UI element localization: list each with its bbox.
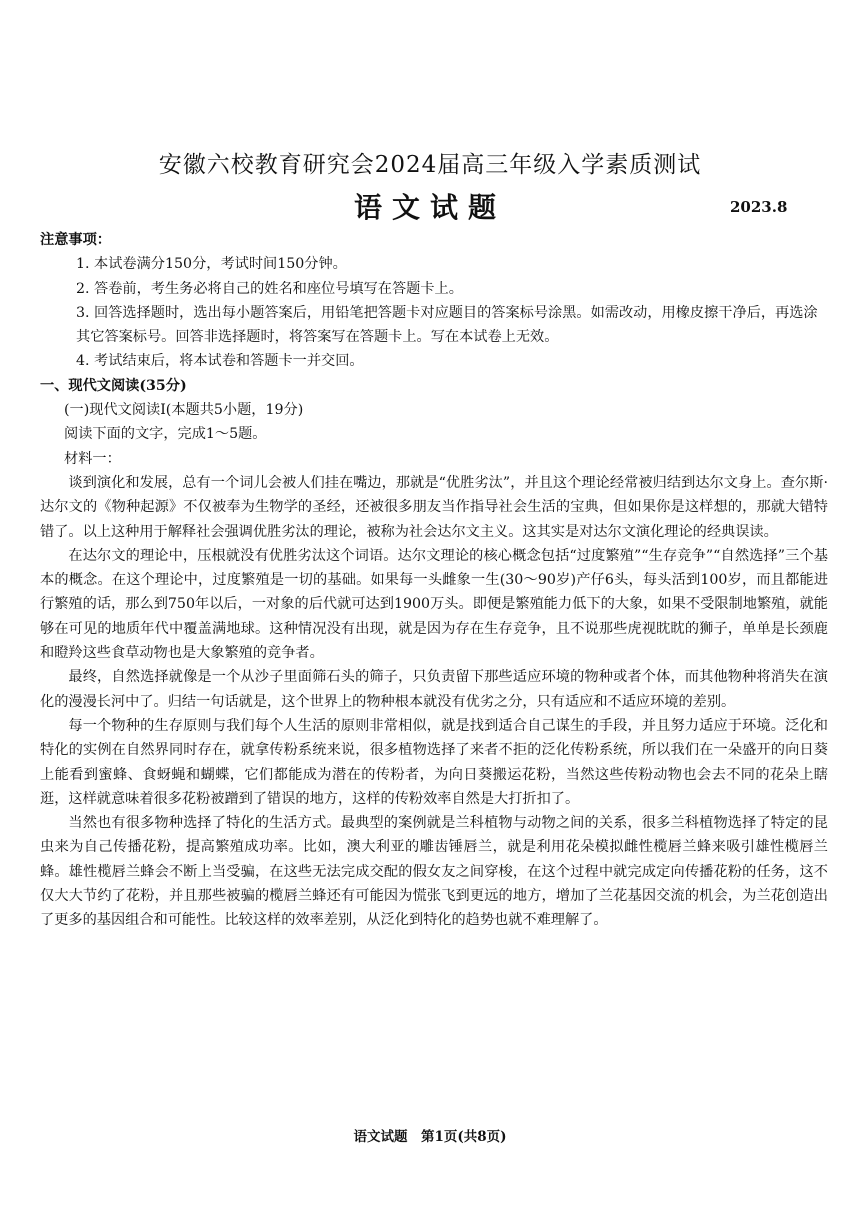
- passage-paragraph-1: 谈到演化和发展，总有一个词儿会被人们挂在嘴边，那就是“优胜劣汰”，并且这个理论经常被归结到达尔文身上。查尔斯·达尔文的《物种起源》不仅被奉为生物学的圣经，还被很多朋友当作指导社会生活的宝典，但如果你是这样想的，那就大错特错了。以上这种用于解释社会强调优胜劣汰的理论，被称为社会达尔文主义。这其实是对达尔文演化理论的经典误读。: [40, 474, 828, 540]
- notice-heading: 注意事项：: [40, 232, 111, 248]
- page-footer: 语文试题 第1页(共8页): [353, 1129, 507, 1145]
- exam-title: 安徽六校教育研究会2024届高三年级入学素质测试: [158, 152, 702, 178]
- passage-paragraph-5: 当然也有很多物种选择了特化的生活方式。最典型的案例就是兰科植物与动物之间的关系，很多兰科植物选择了特定的昆虫来为自己传播花粉，提高繁殖成功率。比如，澳大利亚的雕齿锤唇兰，就是利用花朵模拟雌性榄唇兰蜂来吸引雄性榄唇兰蜂。雄性榄唇兰蜂会不断上当受骗，在这些无法完成交配的假女友之间穿梭，在这个过程中就完成定向传播花粉的任务，这不仅大大节约了花粉，并且那些被骗的榄唇兰蜂还有可能因为慌张飞到更远的地方，增加了兰花基因交流的机会，为兰花创造出了更多的基因组合和可能性。比较这样的效率差别，从泛化到特化的趋势也就不难理解了。: [40, 815, 828, 929]
- exam-date: 2023.8: [730, 198, 788, 216]
- notice-item-1: 1. 本试卷满分150分，考试时间150分钟。: [76, 256, 347, 273]
- subject-title: 语文试题: [353, 191, 506, 224]
- notice-item-4: 4. 考试结束后，将本试卷和答题卡一并交回。: [76, 353, 364, 370]
- notice-item-3: 3. 回答选择题时，选出每小题答案后，用铅笔把答题卡对应题目的答案标号涂黑。如需改动，用橡皮擦干净后，再选涂其它答案标号。回答非选择题时，将答案写在答题卡上。写在本试卷上无效。: [76, 304, 818, 346]
- passage-paragraph-2: 在达尔文的理论中，压根就没有优胜劣汰这个词语。达尔文理论的核心概念包括“过度繁殖”“生存竞争”“自然选择”三个基本的概念。在这个理论中，过度繁殖是一切的基础。如果每一头雌象一生(30～90岁)产仔6头，每头活到100岁，而且都能进行繁殖的话，那么到750年以后，一对象的后代就可达到1900万头。即便是繁殖能力低下的大象，如果不受限制地繁殖，就能够在可见的地质年代中覆盖满地球。这种情况没有出现，就是因为存在生存竞争，且不说那些虎视眈眈的狮子，单单是长颈鹿和瞪羚这些食草动物也是大象繁殖的竞争者。: [40, 547, 828, 662]
- notice-item-2: 2. 答卷前，考生务必将自己的姓名和座位号填写在答题卡上。: [76, 280, 463, 297]
- passage-paragraph-4: 每一个物种的生存原则与我们每个人生活的原则非常相似，就是找到适合自己谋生的手段，并且努力适应于环境。泛化和特化的实例在自然界同时存在，就拿传粉系统来说，很多植物选择了来者不拒的泛化传粉系统，所以我们在一朵盛开的向日葵上能看到蜜蜂、食蚜蝇和蝴蝶，它们都能成为潜在的传粉者，为向日葵搬运花粉，当然这些传粉动物也会去不同的花朵上瞎逛，这样就意味着很多花粉被蹭到了错误的地方，这样的传粉效率自然是大打折扣了。: [40, 717, 828, 807]
- reading-instruction: 阅读下面的文字，完成1～5题。: [64, 426, 267, 443]
- page-content: [40, 228, 828, 933]
- passage-paragraph-3: 最终，自然选择就像是一个从沙子里面筛石头的筛子，只负责留下那些适应环境的物种或者个体，而其他物种将消失在演化的漫漫长河中了。归结一句话就是，这个世界上的物种根本就没有优劣之分，只有适应和不适应环境的差别。: [40, 669, 828, 710]
- sub-section-heading: (一)现代文阅读Ⅰ(本题共5小题，19分): [64, 402, 304, 419]
- section-heading: 一、现代文阅读(35分): [40, 377, 187, 394]
- material-label: 材料一：: [64, 450, 121, 467]
